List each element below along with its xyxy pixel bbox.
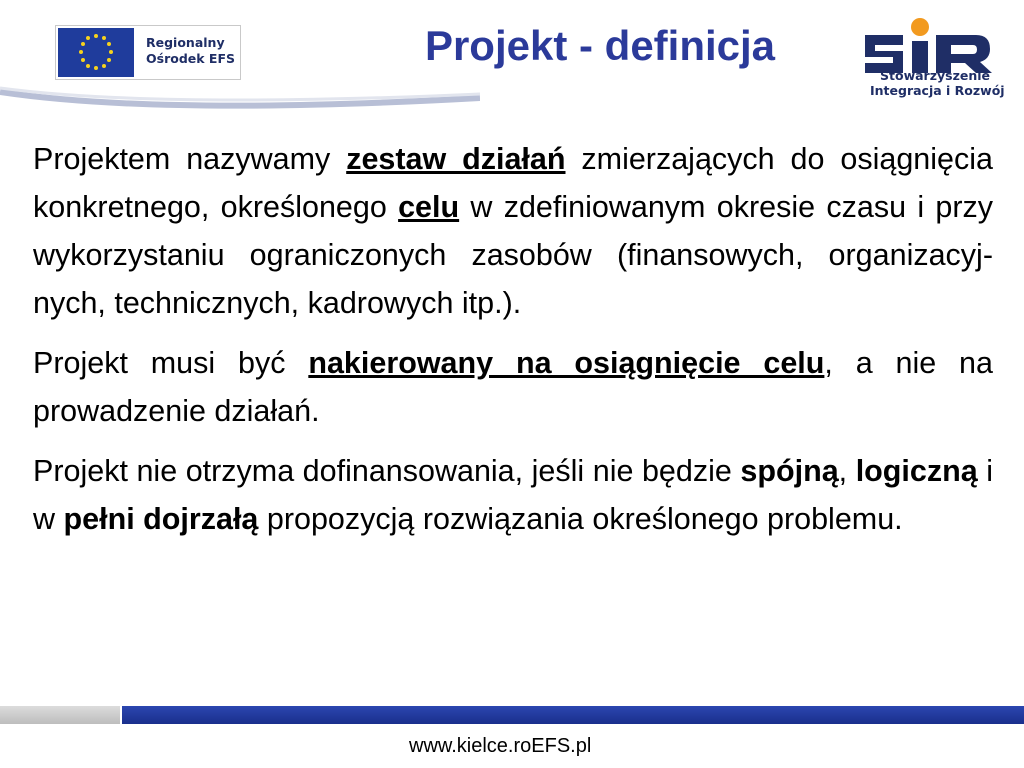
p3-text-g: propozycją rozwiązania określonego problemu. — [258, 502, 903, 536]
p2-text-c: , a nie na prowadzenie działań. — [33, 346, 993, 428]
p1-text-c: zmierzających do osiągnięcia konkretnego, określonego — [33, 142, 993, 224]
eu-flag-icon — [58, 28, 134, 77]
header-swoosh — [0, 80, 480, 120]
eu-logo-text — [146, 35, 235, 67]
sir-line1: Stowarzyszenie — [880, 68, 990, 83]
p1-text-e: w zdefiniowanym okresie czasu i przy wykorzystaniu ograniczonych zasobów (finansowych, organizacyj-nych, technicznych, kadrowych itp.). — [33, 190, 993, 320]
p3-text-c: , — [838, 454, 856, 488]
p3-text-a: Projekt nie otrzyma dofinansowania, jeśli nie będzie — [33, 454, 741, 488]
p1-emphasis-actions: zestaw działań — [346, 142, 566, 176]
paragraph-funding — [33, 447, 993, 543]
sir-logo-subtitle — [870, 68, 1010, 98]
page-title: Projekt - definicja — [424, 22, 776, 69]
footer-bar-blue — [122, 706, 1024, 724]
slide-body — [33, 135, 993, 555]
eu-logo-line1: Regionalny — [146, 35, 225, 50]
p3-emphasis-logical: logiczną — [855, 454, 978, 488]
footer-bar — [0, 706, 1024, 724]
paragraph-goal-oriented — [33, 339, 993, 435]
footer-bar-gray — [0, 706, 120, 724]
eu-logo — [55, 25, 241, 80]
p3-emphasis-coherent: spójną — [740, 454, 839, 488]
eu-logo-line2: Ośrodek EFS — [146, 51, 235, 66]
p1-emphasis-goal: celu — [398, 190, 460, 224]
p1-text-a: Projektem nazywamy — [33, 142, 347, 176]
sir-line2: Integracja i Rozwój — [870, 83, 1005, 98]
footer-url: www.kielce.roEFS.pl — [409, 735, 592, 757]
p2-emphasis-goal: nakierowany na osiągnięcie celu — [308, 346, 825, 380]
p2-text-a: Projekt musi być — [33, 346, 309, 380]
p3-text-e: i w — [33, 454, 994, 536]
p3-emphasis-mature: pełni dojrzałą — [63, 502, 259, 536]
paragraph-definition — [33, 135, 993, 327]
